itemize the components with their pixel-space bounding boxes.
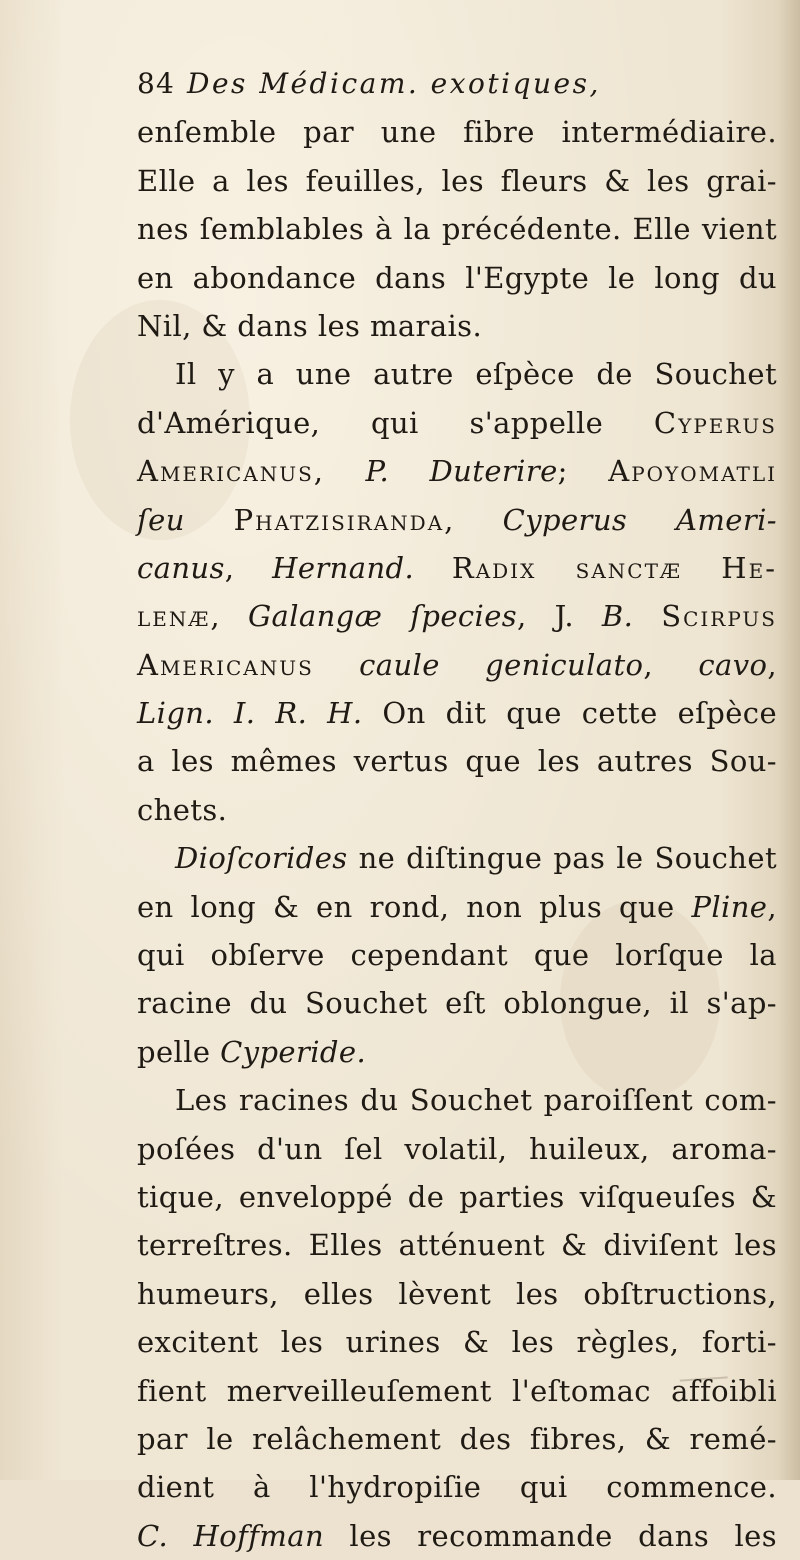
text-line	[137, 1028, 777, 1076]
text-run: cavo	[698, 647, 768, 682]
plant-name: Cyperide.	[220, 1034, 367, 1069]
text-line: a les mêmes vertus que les autres Sou-	[137, 744, 777, 779]
text-run: ;	[557, 454, 609, 489]
text-run: , J.	[517, 599, 602, 634]
text-run: pelle	[137, 1034, 211, 1069]
plant-name: Scirpus	[661, 599, 777, 634]
plant-name: Americanus	[137, 647, 314, 682]
author-name: Lign. I. R. H.	[137, 696, 363, 731]
text-line	[137, 496, 777, 544]
text-run: ,	[643, 647, 699, 682]
text-line: Les racines du Souchet paroiſſent com-	[175, 1083, 777, 1118]
text-line	[137, 592, 777, 640]
text-line: excitent les urines & les règles, forti-	[137, 1325, 777, 1360]
author-name: B.	[601, 599, 634, 634]
author-name: P. Duterire	[365, 454, 558, 489]
page-text	[137, 60, 777, 1560]
author-name: C. Hoffman	[137, 1518, 325, 1553]
plant-name: lenæ	[137, 599, 211, 634]
text-line: nes ſemblables à la précédente. Elle vient	[137, 212, 777, 247]
plant-name: Americanus,	[137, 454, 326, 489]
text-run: ,	[444, 502, 503, 537]
text-run: d'Amérique, qui s'appelle	[137, 405, 604, 440]
text-line: enſemble par une fibre intermédiaire.	[137, 115, 777, 150]
text-line: Nil, & dans les marais.	[137, 308, 483, 343]
text-line: terreſtres. Elles atténuent & diviſent les	[137, 1228, 777, 1263]
text-run: ſeu	[137, 502, 185, 537]
plant-name: Phatzisiranda	[233, 502, 445, 537]
text-line: poſées d'un ſel volatil, huileux, aroma-	[137, 1131, 777, 1166]
text-line	[137, 544, 777, 592]
author-name: Pline	[691, 889, 768, 924]
text-line: fient merveilleuſement l'eſtomac affoibli	[137, 1373, 777, 1408]
author-name: Hernand.	[272, 550, 415, 585]
plant-name: Cyperus	[653, 405, 777, 440]
text-line	[137, 689, 777, 737]
text-line	[137, 1512, 777, 1560]
text-line: qui obſerve cependant que lorſque la	[137, 938, 777, 973]
plant-name: Galangæ ſpecies	[247, 599, 518, 634]
page-number: 84	[137, 67, 176, 100]
text-run: ,	[210, 599, 248, 634]
text-line: Il y a une autre eſpèce de Souchet	[175, 357, 777, 392]
running-title: Des Médicam. exotiques,	[187, 67, 601, 100]
text-line: chets.	[137, 792, 228, 827]
text-run: en long & en rond, non plus que	[137, 889, 675, 924]
text-line	[137, 447, 777, 495]
running-header	[137, 60, 777, 108]
author-name: Dioſcorides	[175, 841, 348, 876]
text-run: caule geniculato	[359, 647, 644, 682]
text-line	[137, 883, 777, 931]
text-run: ,	[767, 889, 777, 924]
text-run: ,	[767, 647, 777, 682]
plant-name: Cyperus Ameri-	[502, 502, 777, 537]
text-line: humeurs, elles lèvent les obſtructions,	[137, 1276, 777, 1311]
plant-name: Radix sanctæ He-	[451, 550, 777, 585]
plant-name: Apoyomatli	[608, 454, 777, 489]
text-run: ne diſtingue pas le Souchet	[358, 841, 777, 876]
text-run: les recommande dans les	[349, 1518, 777, 1553]
text-run: On dit que cette eſpèce	[382, 696, 778, 731]
text-run: ,	[224, 550, 273, 585]
text-line: tique, enveloppé de parties viſqueuſes &	[137, 1179, 777, 1214]
text-line: Elle a les feuilles, les fleurs & les grai-	[137, 163, 777, 198]
plant-name: canus	[137, 550, 225, 585]
text-line: racine du Souchet eſt oblongue, il s'ap-	[137, 986, 777, 1021]
page-edge-shadow	[778, 0, 800, 1480]
text-line	[137, 399, 777, 447]
text-line	[137, 641, 777, 689]
text-line: par le relâchement des fibres, & remé-	[137, 1421, 777, 1456]
text-line: dient à l'hydropiſie qui commence.	[137, 1470, 777, 1505]
text-line	[137, 834, 777, 882]
text-line: en abondance dans l'Egypte le long du	[137, 260, 777, 295]
